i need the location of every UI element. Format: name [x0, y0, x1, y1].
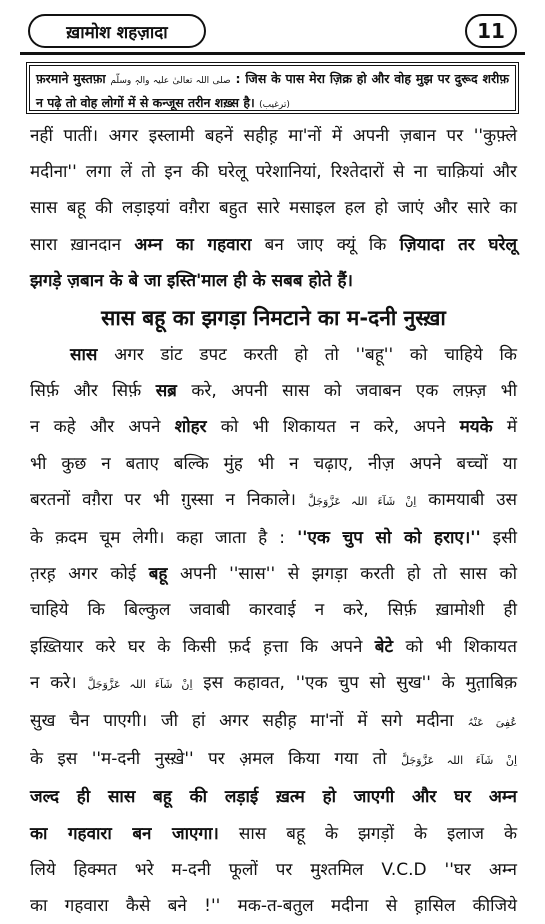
p2-line-10-arabic: اِنْ شَآءَ اللہ عَزَّوَجَلَّ — [87, 677, 193, 691]
p1-line-3: सास बहू की लड़ाइयां वग़ैरा बहुत सारे मसाइल हल हो जाएं और सारे का — [30, 198, 517, 219]
hadith-box — [26, 62, 519, 114]
header-divider — [20, 52, 525, 55]
p1-line-4-c: बन जाए क्यूं कि — [264, 234, 387, 255]
p2-line-7-a: त़रह़ अगर कोई — [30, 564, 137, 585]
p2-line-8: चाहिये कि बिल्कुल जवाबी कारवाई न करे, सिर्फ़ ख़ामोशी ही — [30, 600, 517, 621]
p2-line-11 — [30, 703, 517, 741]
p2-line-7-b: बहू — [148, 564, 168, 585]
body-text — [30, 118, 517, 924]
p2-line-5 — [30, 482, 517, 520]
hadith-label: फ़रमाने मुस्तफ़ा — [36, 71, 106, 86]
section-heading: सास बहू का झगड़ा निमटाने का म-दनी नुस्ख़ा — [101, 306, 446, 331]
p2-line-6-c: इसी — [492, 528, 518, 549]
p2-line-9 — [30, 629, 517, 665]
p2-line-9-b: बेटे — [374, 636, 394, 657]
p2-line-5-a: बरतनों वग़ैरा पर भी ग़ुस्सा न निकाले। — [30, 489, 296, 510]
p1-line-5: झगड़े ज़बान के बे जा इस्ति'माल ही के सबब होते हैं। — [30, 270, 353, 291]
p2-line-15: लिये हिक्मत भरे म-दनी फूलों पर मुश्तमिल V.C.D ''घर अम्न — [30, 859, 517, 880]
p2-line-6 — [30, 520, 517, 556]
hadith-text-2: शरीफ़ न पढ़े तो वोह लोगों में से कन्जूस तरीन शख़्स है। — [36, 71, 509, 110]
p2-line-3-b: शोहर — [174, 417, 207, 438]
p2-line-2-a: सिर्फ़ और सिर्फ़ — [30, 381, 142, 402]
salutation-arabic: صلی اللہ تعالیٰ علیہ والہٖ وسلّم — [110, 76, 231, 86]
p2-line-14-a: का गहवारा बन जाएगा। — [30, 823, 219, 844]
p2-line-12-arabic: اِنْ شَآءَ اللہ عَزَّوَجَلَّ — [401, 754, 517, 768]
p2-line-14 — [30, 816, 517, 852]
p2-line-12 — [30, 741, 517, 779]
p2-line-2 — [30, 373, 517, 409]
p2-line-6-a: के क़दम चूम लेगी। कहा जाता है : — [30, 528, 285, 549]
p2-line-7 — [30, 556, 517, 592]
p1-line-1: नहीं पातीं। अगर इस्लामी बहनें सहीह़ मा'नों में अपनी ज़बान पर ''कुफ़्ले — [30, 126, 517, 146]
p2-line-1-a: सास — [70, 345, 98, 366]
p1-line-4-d: ज़ियादा तर घरेलू — [399, 234, 518, 255]
p2-line-1-b: अगर डांट डपट करती हो तो ''बहू'' को चाहिये कि — [114, 345, 517, 366]
p1-line-4-a: सारा ख़ानदान — [30, 234, 122, 255]
p2-line-2-b: सब्र — [155, 381, 177, 402]
book-title: ख़ामोश शहज़ादा — [28, 14, 206, 48]
p2-line-3-a: न कहे और अपने — [30, 417, 161, 438]
p1-line-2: मदीना'' लगा लें तो इन की घरेलू परेशानियां, रिश्तेदारों से ना चाक़ियां और — [30, 162, 517, 183]
p2-line-5-b: कामयाबी उस — [428, 489, 518, 510]
p2-line-7-c: अपनी ''सास'' से झगड़ा करती हो तो सास को — [180, 564, 518, 585]
hadith-text-1: : जिस के पास मेरा ज़िक्र हो और वोह मुझ पर दुरूद — [235, 71, 478, 86]
hadith-source: (ترغیب) — [259, 100, 290, 110]
p2-line-2-c: करे, अपनी सास को जवाबन एक लफ़्ज़ भी — [191, 381, 518, 402]
p2-line-11-arabic: عُفِیَ عَنْہُ — [467, 716, 517, 730]
p1-line-4-b: अम्न का गहवारा — [134, 234, 252, 255]
p2-line-12-a: के इस ''म-दनी नुस्ख़े'' पर अ़मल किया गया तो — [30, 749, 387, 770]
p2-line-14-b: सास बहू के झगड़ों के इलाज के — [238, 823, 517, 844]
p2-line-3-e: में — [506, 417, 518, 438]
page-number: 11 — [465, 14, 517, 48]
p2-line-10 — [30, 665, 517, 703]
p2-line-16: का गहवारा कैसे बने !'' मक-त-बतुल मदीना से ह़ासिल कीजिये — [30, 896, 517, 917]
p2-line-11-a: सुख चैन पाएगी। जी हां अगर सहीह़ मा'नों में सगे मदीना — [30, 711, 454, 732]
p2-line-6-b: ''एक चुप सो को हराए।'' — [297, 528, 481, 549]
p2-line-9-a: इख़्तियार करे घर के किसी फ़र्द ह़त्ता कि अपने — [30, 636, 363, 657]
p2-line-3 — [30, 409, 517, 445]
p2-line-1 — [30, 337, 517, 373]
p2-line-4: भी कुछ न बताए बल्कि मुंह भी न चढ़ाए, नीज़ अपने बच्चों या — [30, 453, 517, 474]
p2-line-13: जल्द ही सास बहू की लड़ाई ख़त्म हो जाएगी और घर अम्न — [30, 787, 517, 808]
p2-line-5-arabic: اِنْ شَآءَ اللہ عَزَّوَجَلَّ — [307, 494, 417, 508]
p1-line-4 — [30, 227, 517, 263]
p2-line-3-d: मयके — [459, 417, 493, 438]
p2-line-3-c: को भी शिकायत न करे, अपने — [220, 417, 446, 438]
p2-line-10-a: न करे। — [30, 672, 77, 693]
p2-line-9-c: को भी शिकायत — [405, 636, 517, 657]
p2-line-10-b: इस कहावत, ''एक चुप सो सुख'' के मुत़ाबिक़ — [203, 672, 517, 693]
